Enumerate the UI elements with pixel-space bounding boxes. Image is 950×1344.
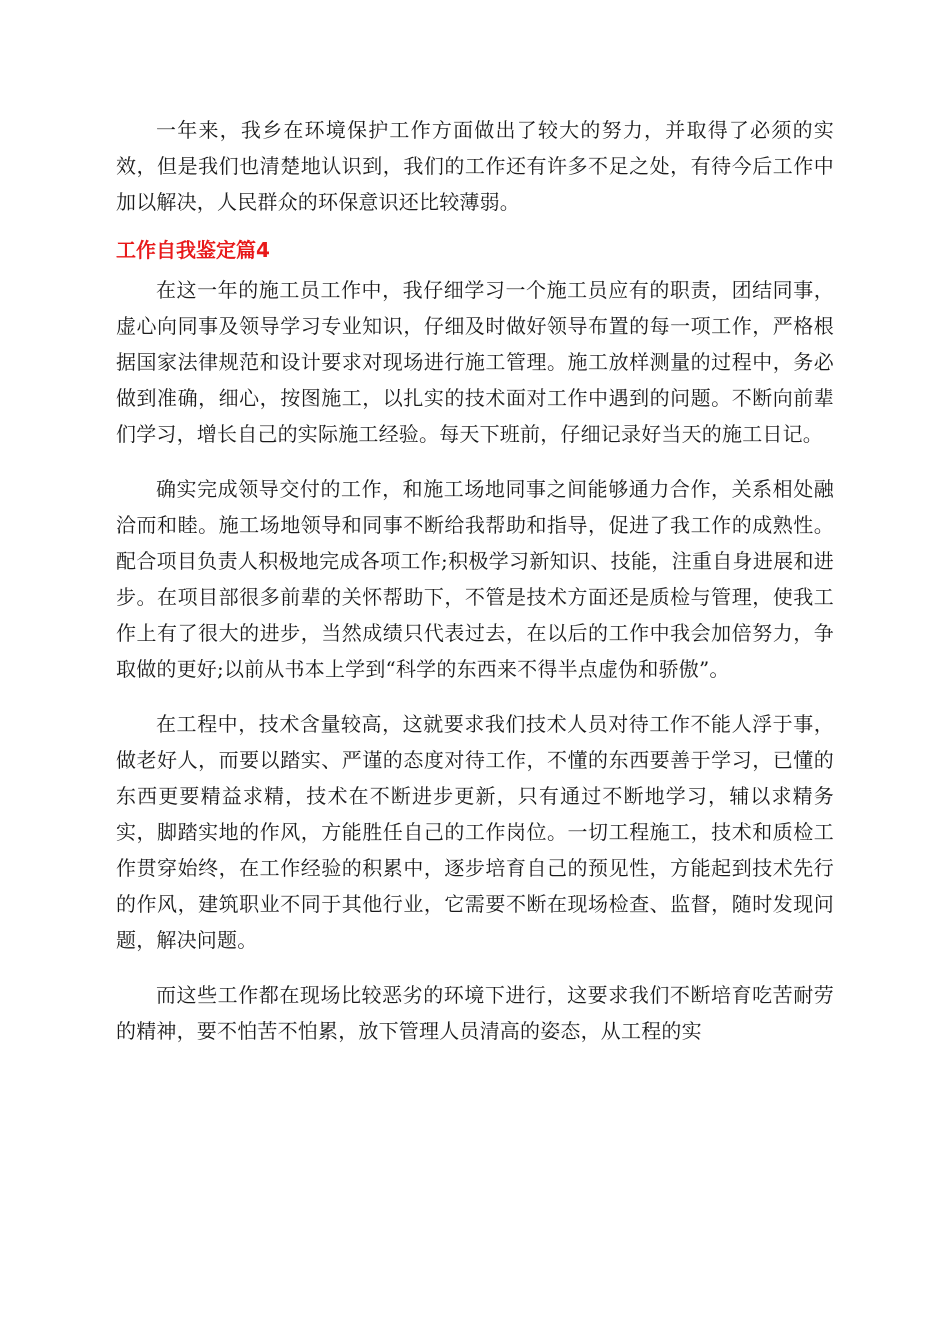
body-paragraph-4: 而这些工作都在现场比较恶劣的环境下进行，这要求我们不断培育吃苦耐劳的精神，要不怕苦不怕累，放下管理人员清高的姿态，从工程的实	[116, 983, 834, 1043]
body-paragraph-3: 在工程中，技术含量较高，这就要求我们技术人员对待工作不能人浮于事，做老好人，而要以踏实、严谨的态度对待工作，不懂的东西要善于学习，已懂的东西更要精益求精，技术在不断进步更新，只有通过不断地学习，辅以求精务实，脚踏实地的作风，方能胜任自己的工作岗位。一切工程施工，技术和质检工作贯穿始终，在工作经验的积累中，逐步培育自己的预见性，方能起到技术先行的作风，建筑职业不同于其他行业，它需要不断在现场检查、监督，随时发现问题，解决问题。	[116, 712, 834, 952]
document-page	[116, 112, 834, 1049]
intro-paragraph: 一年来，我乡在环境保护工作方面做出了较大的努力，并取得了必须的实效，但是我们也清楚地认识到，我们的工作还有许多不足之处，有待今后工作中加以解决，人民群众的环保意识还比较薄弱。	[116, 118, 834, 214]
section-heading: 工作自我鉴定篇4	[116, 238, 270, 262]
body-paragraph-1: 在这一年的施工员工作中，我仔细学习一个施工员应有的职责，团结同事，虚心向同事及领导学习专业知识，仔细及时做好领导布置的每一项工作，严格根据国家法律规范和设计要求对现场进行施工管理。施工放样测量的过程中，务必做到准确，细心，按图施工，以扎实的技术面对工作中遇到的问题。不断向前辈们学习，增长自己的实际施工经验。每天下班前，仔细记录好当天的施工日记。	[116, 278, 834, 446]
body-paragraph-2: 确实完成领导交付的工作，和施工场地同事之间能够通力合作，关系相处融洽而和睦。施工场地领导和同事不断给我帮助和指导，促进了我工作的成熟性。配合项目负责人积极地完成各项工作;积极学习新知识、技能，注重自身进展和进步。在项目部很多前辈的关怀帮助下，不管是技术方面还是质检与管理，使我工作上有了很大的进步，当然成绩只代表过去，在以后的工作中我会加倍努力，争取做的更好;以前从书本上学到“科学的东西来不得半点虚伪和骄傲”。	[116, 477, 834, 681]
